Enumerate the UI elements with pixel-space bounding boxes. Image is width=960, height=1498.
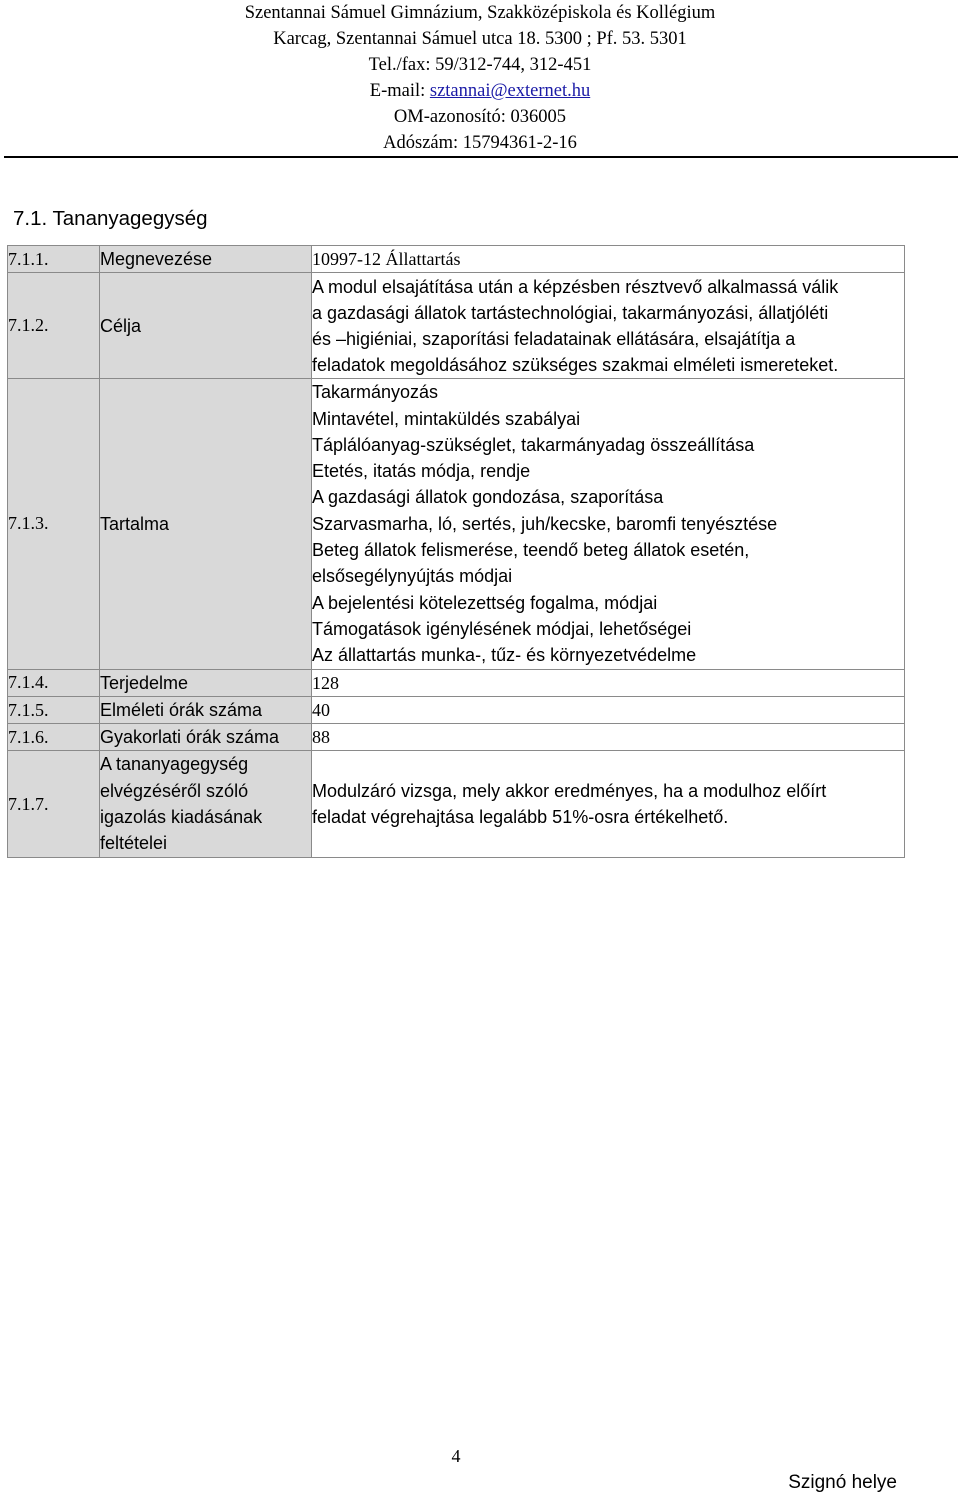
- row-value-line: feladatok megoldásához szükséges szakmai elméleti ismereteket.: [312, 354, 839, 375]
- row-value-line: A gazdasági állatok gondozása, szaporítása: [312, 487, 664, 508]
- row-number: 7.1.6.: [8, 724, 100, 751]
- table-row: [8, 379, 905, 669]
- table-row: [8, 669, 905, 696]
- signature-label: Szignó helye: [788, 1472, 897, 1493]
- row-value: [312, 696, 905, 723]
- row-label: [100, 246, 312, 273]
- row-label-line: Gyakorlati órák száma: [100, 727, 280, 748]
- row-value-line: 88: [312, 727, 330, 748]
- row-label-line: igazolás kiadásának: [100, 807, 263, 828]
- row-value-line: feladat végrehajtása legalább 51%-osra értékelhető.: [312, 807, 729, 828]
- header-divider: [4, 156, 958, 158]
- table-row: [8, 246, 905, 273]
- row-value-line: Modulzáró vizsga, mely akkor eredményes, ha a modulhoz előírt: [312, 780, 827, 801]
- row-value-line: 128: [312, 672, 339, 693]
- row-label-line: Terjedelme: [100, 672, 189, 693]
- row-label-line: elvégzéséről szóló: [100, 780, 249, 801]
- table-row: [8, 273, 905, 379]
- school-phone: Tel./fax: 59/312-744, 312-451: [368, 55, 592, 75]
- row-value-line: A modul elsajátítása után a képzésben résztvevő alkalmassá válik: [312, 276, 839, 297]
- row-value: [312, 669, 905, 696]
- row-value-line: Táplálóanyag-szükséglet, takarmányadag összeállítása: [312, 434, 755, 455]
- curriculum-table: [7, 245, 905, 858]
- row-value-line: Támogatások igénylésének módjai, lehetőségei: [312, 618, 692, 639]
- page-number: 4: [451, 1446, 461, 1466]
- row-label-line: feltételei: [100, 833, 168, 854]
- row-number: 7.1.2.: [8, 273, 100, 379]
- row-label-line: Megnevezése: [100, 249, 213, 269]
- row-value-line: a gazdasági állatok tartástechnológiai, takarmányozási, állatjóléti: [312, 302, 829, 323]
- letterhead: [0, 0, 960, 156]
- email-label: E-mail:: [369, 81, 430, 101]
- row-number: 7.1.1.: [8, 246, 100, 273]
- school-address: Karcag, Szentannai Sámuel utca 18. 5300 ; Pf. 53. 5301: [273, 29, 687, 49]
- row-value-line: Szarvasmarha, ló, sertés, juh/kecske, baromfi tenyésztése: [312, 513, 778, 534]
- row-value-line: Beteg állatok felismerése, teendő beteg állatok esetén,: [312, 540, 750, 561]
- row-value: [312, 379, 905, 669]
- row-label: [100, 273, 312, 379]
- row-value: [312, 273, 905, 379]
- row-label: [100, 669, 312, 696]
- row-label: [100, 724, 312, 751]
- school-name: Szentannai Sámuel Gimnázium, Szakközépiskola és Kollégium: [244, 3, 716, 23]
- row-value: [312, 751, 905, 857]
- row-value-line: 40: [312, 699, 330, 720]
- row-label: [100, 751, 312, 857]
- school-email-line: [0, 78, 960, 104]
- row-value-line: Mintavétel, mintaküldés szabályai: [312, 408, 581, 429]
- tax-id: Adószám: 15794361-2-16: [383, 133, 577, 153]
- row-value-line: A bejelentési kötelezettség fogalma, módjai: [312, 592, 658, 613]
- row-value-line: Az állattartás munka-, tűz- és környezetvédelme: [312, 645, 697, 666]
- row-value: [312, 724, 905, 751]
- row-number: 7.1.4.: [8, 669, 100, 696]
- row-number: 7.1.3.: [8, 379, 100, 669]
- row-label-line: Tartalma: [100, 513, 170, 534]
- table-row: [8, 696, 905, 723]
- row-label: [100, 696, 312, 723]
- section-title: 7.1. Tananyagegység: [13, 207, 208, 230]
- row-value-line: elsősegélynyújtás módjai: [312, 566, 513, 587]
- table-row: [8, 751, 905, 857]
- row-value-line: és –higiéniai, szaporítási feladatainak ellátására, elsajátítja a: [312, 328, 796, 349]
- row-number: 7.1.7.: [8, 751, 100, 857]
- email-link[interactable]: sztannai@externet.hu: [429, 81, 591, 101]
- row-number: 7.1.5.: [8, 696, 100, 723]
- row-label: [100, 379, 312, 669]
- om-id: OM-azonosító: 036005: [393, 107, 567, 127]
- row-label-line: Célja: [100, 315, 142, 336]
- row-label-line: Elméleti órák száma: [100, 699, 263, 720]
- row-value-line: 10997-12 Állattartás: [312, 249, 461, 269]
- row-label-line: A tananyagegység: [100, 754, 249, 775]
- row-value-line: Etetés, itatás módja, rendje: [312, 461, 531, 482]
- row-value: [312, 246, 905, 273]
- row-value-line: Takarmányozás: [312, 382, 439, 403]
- table-row: [8, 724, 905, 751]
